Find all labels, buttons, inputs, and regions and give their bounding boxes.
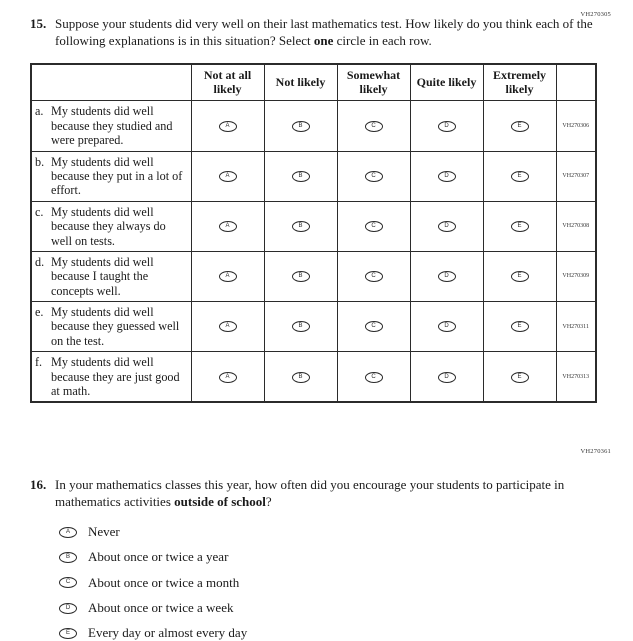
radio-oval-c[interactable]: C <box>365 221 383 232</box>
question-15-text-bold: one <box>313 32 334 48</box>
row-letter: d. <box>35 254 45 269</box>
option-row-once-twice-month <box>59 576 605 590</box>
row-stem <box>31 251 191 301</box>
radio-oval-d[interactable]: D <box>438 121 456 132</box>
radio-oval-a[interactable]: A <box>219 121 237 132</box>
table-row-d <box>31 251 596 301</box>
table-row-c <box>31 201 596 251</box>
header-row <box>31 64 596 101</box>
radio-oval-d[interactable]: D <box>59 603 77 614</box>
table-row-f <box>31 352 596 403</box>
radio-oval-a[interactable]: A <box>219 372 237 383</box>
header-code-cell <box>556 64 596 101</box>
radio-oval-a[interactable]: A <box>219 221 237 232</box>
radio-oval-d[interactable]: D <box>438 171 456 182</box>
radio-oval-e[interactable]: E <box>511 271 529 282</box>
row-stem <box>31 101 191 151</box>
row-stem <box>31 352 191 403</box>
question-16-text-before: In your mathematics classes this year, how often did you encourage your students to participate in mathematics activities <box>55 477 565 510</box>
radio-oval-e[interactable]: E <box>511 221 529 232</box>
question-15 <box>30 16 605 403</box>
question-15-number: 15. <box>30 16 47 31</box>
question-15-text-before: Suppose your students did very well on their last mathematics test. How likely do you think each of the following explanations is in this situation? Select <box>55 16 593 48</box>
radio-oval-d[interactable]: D <box>438 372 456 383</box>
form-code-mid: VH270361 <box>580 448 611 455</box>
question-16-text <box>55 477 595 511</box>
radio-oval-d[interactable]: D <box>438 221 456 232</box>
radio-oval-c[interactable]: C <box>365 372 383 383</box>
radio-oval-d[interactable]: D <box>438 321 456 332</box>
table-row-e <box>31 302 596 352</box>
radio-oval-e[interactable]: E <box>511 321 529 332</box>
radio-oval-c[interactable]: C <box>365 171 383 182</box>
row-stem <box>31 302 191 352</box>
question-15-text-after: circle in each row. <box>333 32 432 48</box>
radio-oval-c[interactable]: C <box>365 271 383 282</box>
column-header-quite-likely: Quite likely <box>410 64 483 101</box>
radio-oval-b[interactable]: B <box>292 271 310 282</box>
radio-oval-a[interactable]: A <box>219 321 237 332</box>
row-text: My students did well because they are just good at math. <box>51 355 180 399</box>
question-16-text-bold: outside of school <box>174 494 266 510</box>
question-16 <box>30 477 605 640</box>
likert-table <box>30 63 597 404</box>
radio-oval-b[interactable]: B <box>292 221 310 232</box>
row-code: VH270311 <box>556 302 596 352</box>
table-row-b <box>31 151 596 201</box>
radio-oval-b[interactable]: B <box>292 321 310 332</box>
radio-oval-c[interactable]: C <box>365 121 383 132</box>
radio-oval-b[interactable]: B <box>292 121 310 132</box>
radio-oval-a[interactable]: A <box>59 527 77 538</box>
row-letter: e. <box>35 305 44 320</box>
option-label: About once or twice a week <box>88 600 234 616</box>
radio-oval-c[interactable]: C <box>59 577 77 588</box>
header-blank-cell <box>31 64 191 101</box>
row-code: VH270306 <box>556 101 596 151</box>
radio-oval-d[interactable]: D <box>438 271 456 282</box>
row-code: VH270308 <box>556 201 596 251</box>
radio-oval-b[interactable]: B <box>292 171 310 182</box>
question-16-number: 16. <box>30 477 47 493</box>
radio-oval-b[interactable]: B <box>59 552 77 563</box>
column-header-not-at-all-likely: Not at all likely <box>191 64 264 101</box>
radio-oval-e[interactable]: E <box>511 121 529 132</box>
option-row-once-twice-week <box>59 601 605 615</box>
question-15-text <box>55 16 595 50</box>
option-row-every-day <box>59 626 605 640</box>
row-text: My students did well because I taught the concepts well. <box>51 254 154 298</box>
option-label: Never <box>88 524 120 540</box>
row-stem <box>31 151 191 201</box>
form-code-top: VH270305 <box>580 11 611 18</box>
radio-oval-b[interactable]: B <box>292 372 310 383</box>
radio-oval-c[interactable]: C <box>365 321 383 332</box>
row-letter: c. <box>35 204 44 219</box>
column-header-somewhat-likely: Somewhat likely <box>337 64 410 101</box>
radio-oval-a[interactable]: A <box>219 271 237 282</box>
row-letter: f. <box>35 355 43 370</box>
option-label: About once or twice a month <box>88 574 240 590</box>
column-header-not-likely: Not likely <box>264 64 337 101</box>
row-stem <box>31 201 191 251</box>
row-text: My students did well because they studied and were prepared. <box>51 104 173 148</box>
option-row-never <box>59 525 605 539</box>
radio-oval-a[interactable]: A <box>219 171 237 182</box>
row-text: My students did well because they put in a lot of effort. <box>51 154 183 198</box>
radio-oval-e[interactable]: E <box>511 171 529 182</box>
radio-oval-e[interactable]: E <box>511 372 529 383</box>
column-header-extremely-likely: Extremely likely <box>483 64 556 101</box>
table-row-a <box>31 101 596 151</box>
row-text: My students did well because they always do well on tests. <box>51 204 166 248</box>
row-text: My students did well because they guessed well on the test. <box>51 305 180 348</box>
row-code: VH270309 <box>556 251 596 301</box>
option-row-once-twice-year <box>59 550 605 564</box>
option-label: About once or twice a year <box>88 549 229 565</box>
row-letter: a. <box>35 104 44 119</box>
row-code: VH270307 <box>556 151 596 201</box>
question-16-options <box>59 525 605 640</box>
option-label: Every day or almost every day <box>88 625 248 641</box>
radio-oval-e[interactable]: E <box>59 628 77 639</box>
question-16-text-after: ? <box>265 494 272 510</box>
row-code: VH270313 <box>556 352 596 403</box>
row-letter: b. <box>35 154 45 169</box>
